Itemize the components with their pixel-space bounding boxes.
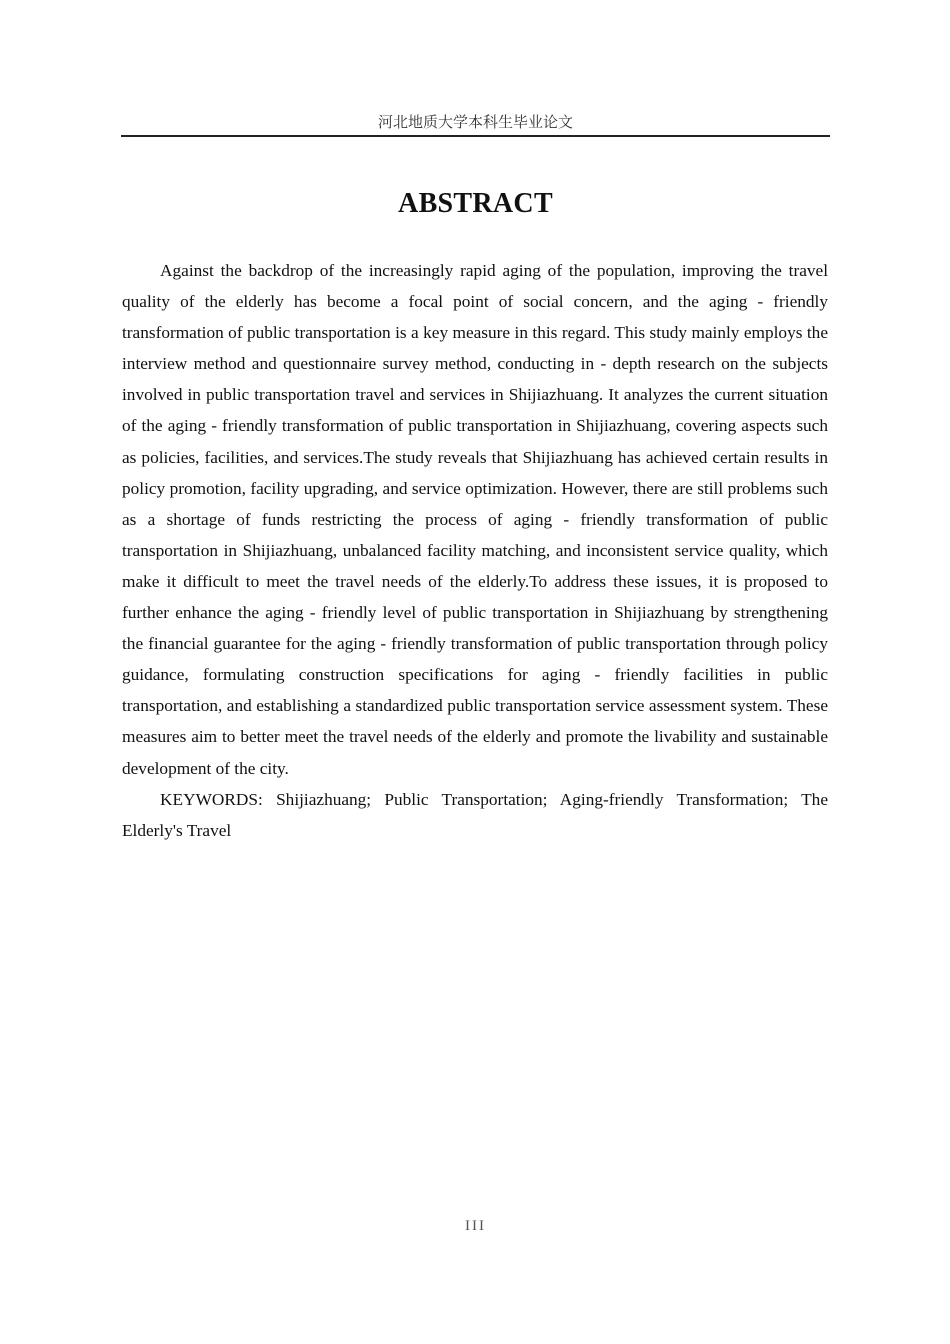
running-header: 河北地质大学本科生毕业论文 <box>377 113 573 131</box>
keywords-paragraph: KEYWORDS: Shijiazhuang; Public Transportation; Aging-friendly Transformation; The Elderly's Travel <box>122 789 828 840</box>
page-number: III <box>465 1218 486 1234</box>
abstract-title: ABSTRACT <box>398 188 553 219</box>
abstract-body <box>122 255 828 846</box>
header-rule <box>121 135 830 137</box>
abstract-paragraph: Against the backdrop of the increasingly rapid aging of the population, improving the travel quality of the elderly has become a focal point of social concern, and the aging - friendly transformation of public transportation is a key measure in this regard. This study mainly employs the interview method and questionnaire survey method, conducting in - depth research on the subjects involved in public transportation travel and services in Shijiazhuang. It analyzes the current situation of the aging - friendly transformation of public transportation in Shijiazhuang, covering aspects such as policies, facilities, and services.The study reveals that Shijiazhuang has achieved certain results in policy promotion, facility upgrading, and service optimization. However, there are still problems such as a shortage of funds restricting the process of aging - friendly transformation of public transportation in Shijiazhuang, unbalanced facility matching, and inconsistent service quality, which make it difficult to meet the travel needs of the elderly.To address these issues, it is proposed to further enhance the aging - friendly level of public transportation in Shijiazhuang by strengthening the financial guarantee for the aging - friendly transformation of public transportation through policy guidance, formulating construction specifications for aging - friendly facilities in public transportation, and establishing a standardized public transportation service assessment system. These measures aim to better meet the travel needs of the elderly and promote the livability and sustainable development of the city. <box>122 261 828 778</box>
